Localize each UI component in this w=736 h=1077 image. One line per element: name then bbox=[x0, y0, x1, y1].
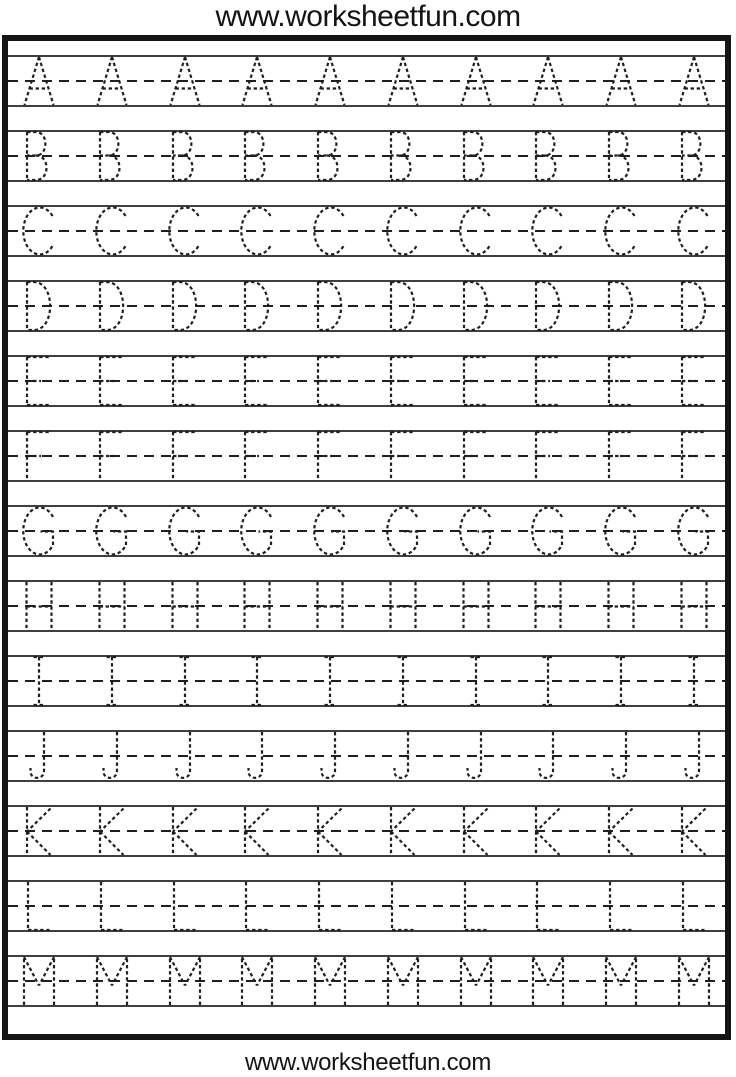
trace-row-h bbox=[8, 580, 725, 655]
trace-letter-m bbox=[599, 955, 643, 1007]
trace-letter-f bbox=[599, 430, 643, 482]
trace-letter-b bbox=[526, 130, 570, 182]
trace-letter-g bbox=[599, 505, 643, 557]
trace-letter-i bbox=[454, 655, 498, 707]
footer-site-url: www.worksheetfun.com bbox=[244, 1049, 492, 1076]
trace-letter-a bbox=[672, 55, 716, 107]
trace-letter-c bbox=[672, 205, 716, 257]
trace-letter-g bbox=[526, 505, 570, 557]
trace-letter-h bbox=[17, 580, 61, 632]
trace-letter-e bbox=[381, 355, 425, 407]
trace-letter-h bbox=[163, 580, 207, 632]
trace-letter-l bbox=[163, 880, 207, 932]
trace-letter-j bbox=[672, 730, 716, 782]
trace-row-c bbox=[8, 205, 725, 280]
trace-letter-g bbox=[308, 505, 352, 557]
guide-band-a bbox=[8, 55, 725, 107]
trace-letter-e bbox=[599, 355, 643, 407]
trace-letter-h bbox=[526, 580, 570, 632]
trace-letter-j bbox=[526, 730, 570, 782]
trace-letter-d bbox=[90, 280, 134, 332]
trace-letter-l bbox=[17, 880, 61, 932]
trace-letters-b bbox=[8, 130, 725, 182]
trace-letter-k bbox=[599, 805, 643, 857]
trace-letter-k bbox=[235, 805, 279, 857]
trace-letter-k bbox=[454, 805, 498, 857]
trace-letter-g bbox=[672, 505, 716, 557]
trace-letter-e bbox=[235, 355, 279, 407]
trace-letter-k bbox=[308, 805, 352, 857]
trace-row-l bbox=[8, 880, 725, 955]
trace-row-i bbox=[8, 655, 725, 730]
trace-letter-a bbox=[454, 55, 498, 107]
trace-letter-i bbox=[381, 655, 425, 707]
trace-letter-j bbox=[454, 730, 498, 782]
trace-letter-e bbox=[163, 355, 207, 407]
guide-band-g bbox=[8, 505, 725, 557]
trace-letter-l bbox=[308, 880, 352, 932]
trace-letter-j bbox=[90, 730, 134, 782]
trace-letter-i bbox=[672, 655, 716, 707]
trace-letter-g bbox=[235, 505, 279, 557]
trace-letter-i bbox=[599, 655, 643, 707]
trace-letter-j bbox=[308, 730, 352, 782]
guide-band-k bbox=[8, 805, 725, 857]
worksheet-frame bbox=[2, 35, 731, 1040]
trace-letter-e bbox=[526, 355, 570, 407]
trace-letter-c bbox=[599, 205, 643, 257]
trace-letter-f bbox=[308, 430, 352, 482]
trace-letter-g bbox=[17, 505, 61, 557]
trace-row-e bbox=[8, 355, 725, 430]
trace-letter-i bbox=[526, 655, 570, 707]
trace-letter-e bbox=[90, 355, 134, 407]
trace-letters-h bbox=[8, 580, 725, 632]
trace-row-d bbox=[8, 280, 725, 355]
trace-letter-e bbox=[672, 355, 716, 407]
trace-letter-j bbox=[381, 730, 425, 782]
trace-letter-d bbox=[454, 280, 498, 332]
guide-band-i bbox=[8, 655, 725, 707]
trace-row-f bbox=[8, 430, 725, 505]
trace-letter-d bbox=[526, 280, 570, 332]
trace-letter-f bbox=[454, 430, 498, 482]
trace-letter-b bbox=[381, 130, 425, 182]
trace-letters-l bbox=[8, 880, 725, 932]
trace-letter-c bbox=[454, 205, 498, 257]
trace-letter-h bbox=[90, 580, 134, 632]
trace-letter-m bbox=[17, 955, 61, 1007]
guide-band-f bbox=[8, 430, 725, 482]
trace-letter-m bbox=[526, 955, 570, 1007]
trace-letter-i bbox=[308, 655, 352, 707]
trace-letter-f bbox=[381, 430, 425, 482]
trace-letter-a bbox=[235, 55, 279, 107]
trace-letter-c bbox=[90, 205, 134, 257]
trace-letters-g bbox=[8, 505, 725, 557]
trace-letter-e bbox=[454, 355, 498, 407]
trace-letter-g bbox=[90, 505, 134, 557]
trace-letter-c bbox=[308, 205, 352, 257]
trace-letter-c bbox=[163, 205, 207, 257]
trace-letter-d bbox=[235, 280, 279, 332]
header-site-url: www.worksheetfun.com bbox=[215, 0, 521, 33]
trace-letter-a bbox=[90, 55, 134, 107]
trace-letter-h bbox=[672, 580, 716, 632]
trace-letter-l bbox=[381, 880, 425, 932]
trace-letter-j bbox=[235, 730, 279, 782]
trace-letter-k bbox=[90, 805, 134, 857]
trace-letter-m bbox=[90, 955, 134, 1007]
trace-letter-l bbox=[235, 880, 279, 932]
trace-rows-container bbox=[8, 41, 725, 1034]
guide-band-l bbox=[8, 880, 725, 932]
trace-letter-l bbox=[672, 880, 716, 932]
trace-letter-e bbox=[308, 355, 352, 407]
trace-letter-a bbox=[163, 55, 207, 107]
trace-letters-m bbox=[8, 955, 725, 1007]
guide-band-c bbox=[8, 205, 725, 257]
trace-letter-a bbox=[381, 55, 425, 107]
trace-letter-e bbox=[17, 355, 61, 407]
trace-letter-i bbox=[235, 655, 279, 707]
trace-row-b bbox=[8, 130, 725, 205]
trace-letters-i bbox=[8, 655, 725, 707]
trace-row-g bbox=[8, 505, 725, 580]
trace-letter-g bbox=[163, 505, 207, 557]
trace-letters-c bbox=[8, 205, 725, 257]
trace-letter-a bbox=[308, 55, 352, 107]
trace-letter-g bbox=[381, 505, 425, 557]
trace-letter-i bbox=[90, 655, 134, 707]
trace-letter-i bbox=[163, 655, 207, 707]
trace-row-j bbox=[8, 730, 725, 805]
trace-letters-e bbox=[8, 355, 725, 407]
trace-letter-l bbox=[454, 880, 498, 932]
trace-letters-j bbox=[8, 730, 725, 782]
trace-letter-h bbox=[235, 580, 279, 632]
trace-letter-l bbox=[526, 880, 570, 932]
trace-letter-b bbox=[672, 130, 716, 182]
guide-band-d bbox=[8, 280, 725, 332]
trace-letter-m bbox=[235, 955, 279, 1007]
trace-letter-c bbox=[526, 205, 570, 257]
trace-letter-b bbox=[90, 130, 134, 182]
trace-letter-c bbox=[17, 205, 61, 257]
trace-letter-k bbox=[381, 805, 425, 857]
trace-letter-k bbox=[163, 805, 207, 857]
trace-letter-a bbox=[599, 55, 643, 107]
trace-letter-f bbox=[17, 430, 61, 482]
trace-letter-g bbox=[454, 505, 498, 557]
trace-letter-h bbox=[308, 580, 352, 632]
trace-letter-j bbox=[17, 730, 61, 782]
trace-letter-b bbox=[599, 130, 643, 182]
trace-letter-f bbox=[163, 430, 207, 482]
trace-letter-j bbox=[163, 730, 207, 782]
guide-band-e bbox=[8, 355, 725, 407]
trace-letter-b bbox=[454, 130, 498, 182]
trace-letter-f bbox=[90, 430, 134, 482]
trace-letter-m bbox=[308, 955, 352, 1007]
trace-letter-c bbox=[381, 205, 425, 257]
trace-letter-d bbox=[163, 280, 207, 332]
trace-letter-f bbox=[235, 430, 279, 482]
guide-band-j bbox=[8, 730, 725, 782]
trace-letter-k bbox=[17, 805, 61, 857]
trace-letter-f bbox=[672, 430, 716, 482]
guide-band-h bbox=[8, 580, 725, 632]
trace-letter-h bbox=[599, 580, 643, 632]
trace-row-a bbox=[8, 55, 725, 130]
trace-letter-b bbox=[308, 130, 352, 182]
trace-letter-c bbox=[235, 205, 279, 257]
trace-letter-m bbox=[163, 955, 207, 1007]
trace-letter-m bbox=[672, 955, 716, 1007]
trace-letter-h bbox=[381, 580, 425, 632]
trace-letter-a bbox=[526, 55, 570, 107]
trace-letter-d bbox=[381, 280, 425, 332]
guide-band-b bbox=[8, 130, 725, 182]
trace-letter-b bbox=[235, 130, 279, 182]
trace-letter-l bbox=[599, 880, 643, 932]
trace-letters-d bbox=[8, 280, 725, 332]
trace-letter-h bbox=[454, 580, 498, 632]
trace-row-m bbox=[8, 955, 725, 1030]
trace-letter-d bbox=[599, 280, 643, 332]
trace-letter-d bbox=[17, 280, 61, 332]
trace-row-k bbox=[8, 805, 725, 880]
trace-letter-m bbox=[381, 955, 425, 1007]
trace-letters-k bbox=[8, 805, 725, 857]
trace-letter-k bbox=[526, 805, 570, 857]
trace-letter-b bbox=[163, 130, 207, 182]
guide-band-m bbox=[8, 955, 725, 1007]
trace-letter-i bbox=[17, 655, 61, 707]
trace-letter-f bbox=[526, 430, 570, 482]
trace-letter-k bbox=[672, 805, 716, 857]
trace-letter-a bbox=[17, 55, 61, 107]
trace-letter-d bbox=[672, 280, 716, 332]
trace-letters-a bbox=[8, 55, 725, 107]
trace-letter-m bbox=[454, 955, 498, 1007]
trace-letters-f bbox=[8, 430, 725, 482]
trace-letter-b bbox=[17, 130, 61, 182]
trace-letter-j bbox=[599, 730, 643, 782]
trace-letter-l bbox=[90, 880, 134, 932]
trace-letter-d bbox=[308, 280, 352, 332]
